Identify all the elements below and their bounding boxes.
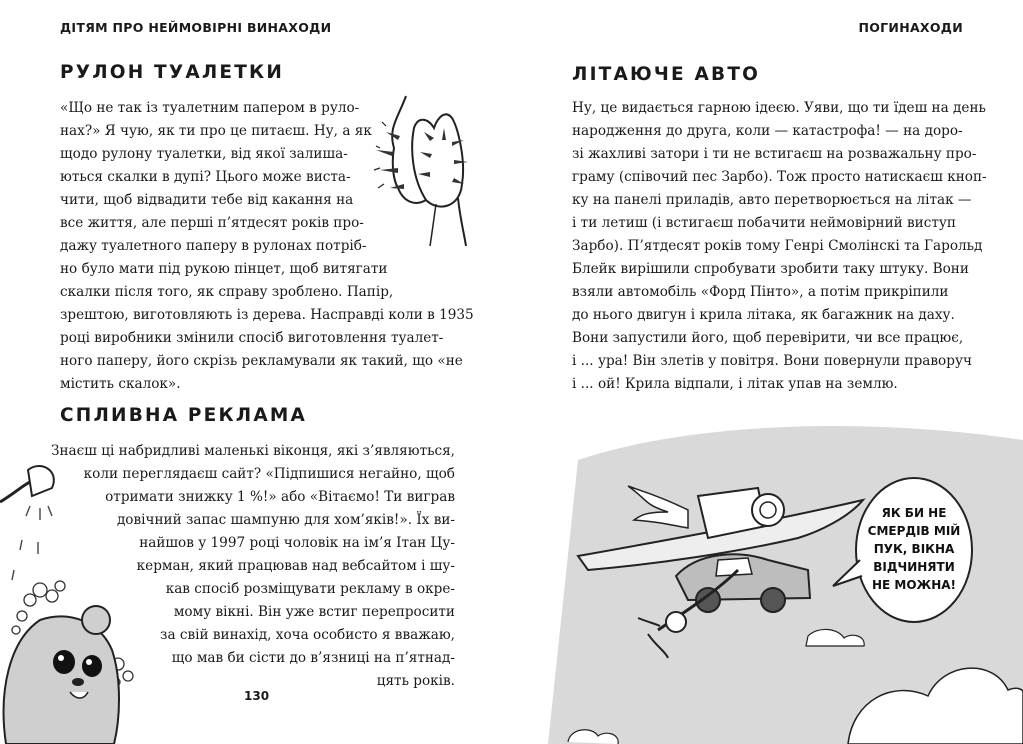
- text-line: народження до друга, коли — катастрофа! — на доро-: [572, 123, 963, 139]
- text-line: і ... ой! Крила відпали, і літак упав на землю.: [572, 376, 898, 392]
- speech-line: ПУК, ВІКНА: [873, 542, 955, 556]
- text-line: ються скалки в дупі? Цього може виста-: [60, 169, 351, 185]
- text-line: Блейк вирішили спробувати зробити таку штуку. Вони: [572, 261, 969, 277]
- text-line: Ну, це видається гарною ідеєю. Уяви, що ти їдеш на день: [572, 100, 986, 116]
- text-line: Зарбо). П’ятдесят років тому Генрі Смолінскі та Гарольд: [572, 238, 983, 254]
- splinter-bum-illustration: [368, 88, 480, 248]
- text-line: році виробники змінили спосіб виготовлення туалет-: [60, 330, 444, 346]
- text-line: взяли автомобіль «Форд Пінто», а потім прикріпили: [572, 284, 949, 300]
- text-line: все життя, але перші п’ятдесят років про-: [60, 215, 364, 231]
- page-number: 130: [244, 689, 270, 703]
- text-line: мому вікні. Він уже встиг перепросити: [173, 604, 455, 620]
- speech-line: НЕ МОЖНА!: [871, 578, 957, 592]
- text-line: цять років.: [376, 673, 455, 689]
- text-line: довічний запас шампуню для хом’яків!». Їх ви-: [116, 512, 455, 528]
- section-title-toilet-roll: РУЛОН ТУАЛЕТКИ: [60, 62, 285, 83]
- text-line: до нього двигун і крила літака, як багажник на даху.: [572, 307, 955, 323]
- text-line: і ти летиш (і встигаєш побачити неймовірний виступ: [572, 215, 956, 231]
- text-line: коли переглядаєш сайт? «Підпишися негайно, щоб: [83, 466, 455, 482]
- text-line: кав спосіб розміщувати рекламу в окре-: [165, 581, 455, 597]
- text-line: зрештою, виготовляють із дерева. Насправді коли в 1935: [60, 307, 474, 323]
- speech-line: СМЕРДІВ МІЙ: [867, 524, 961, 538]
- paragraph-flying-car: [572, 97, 987, 396]
- speech-line: ЯК БИ НЕ: [881, 506, 947, 520]
- speech-line: ВІДЧИНЯТИ: [873, 560, 955, 574]
- text-line: Знаєш ці набридливі маленькі віконця, які з’являються,: [51, 443, 455, 459]
- running-head-right: ПОГИНАХОДИ: [858, 20, 963, 35]
- text-line: нах?» Я чую, як ти про це питаєш. Ну, а як: [60, 123, 372, 139]
- running-head-left: ДІТЯМ ПРО НЕЙМОВІРНІ ВИНАХОДИ: [60, 20, 332, 35]
- text-line: щодо рулону туалетки, від якої залиша-: [60, 146, 348, 162]
- text-line: зі жахливі затори і ти не встигаєш на розважальну про-: [572, 146, 977, 162]
- text-line: що мав би сісти до в’язниці на п’ятнад-: [171, 650, 455, 666]
- section-title-flying-car: ЛІТАЮЧЕ АВТО: [572, 64, 761, 85]
- text-line: і ... ура! Він злетів у повітря. Вони повернули праворуч: [572, 353, 972, 369]
- text-line: Вони запустили його, щоб перевірити, чи все працює,: [572, 330, 964, 346]
- text-line: скалки після того, як справу зроблено. Папір,: [60, 284, 394, 300]
- text-line: отримати знижку 1 %!» або «Вітаємо! Ти виграв: [105, 489, 455, 505]
- section-title-popup-ads: СПЛИВНА РЕКЛАМА: [60, 405, 307, 426]
- text-line: керман, який працював над вебсайтом і шу-: [136, 558, 455, 574]
- text-line: но було мати під рукою пінцет, щоб витягати: [60, 261, 388, 277]
- text-line: чити, щоб відвадити тебе від какання на: [60, 192, 354, 208]
- text-line: містить скалок».: [60, 376, 181, 392]
- text-line: за свій винахід, хоча особисто я вважаю,: [160, 627, 455, 643]
- text-line: «Що не так із туалетним папером в руло-: [60, 100, 360, 116]
- hamster-shower-illustration: [0, 450, 175, 744]
- text-line: дажу туалетного паперу в рулонах потріб-: [60, 238, 367, 254]
- flying-car-illustration: [548, 400, 1023, 744]
- text-line: ку на панелі приладів, авто перетворюється на літак —: [572, 192, 972, 208]
- text-line: найшов у 1997 році чоловік на ім’я Ітан Цу-: [139, 535, 455, 551]
- text-line: ного паперу, його скрізь рекламували як такий, що «не: [60, 353, 463, 369]
- text-line: граму (співочий пес Зарбо). Тож просто натискаєш кноп-: [572, 169, 987, 185]
